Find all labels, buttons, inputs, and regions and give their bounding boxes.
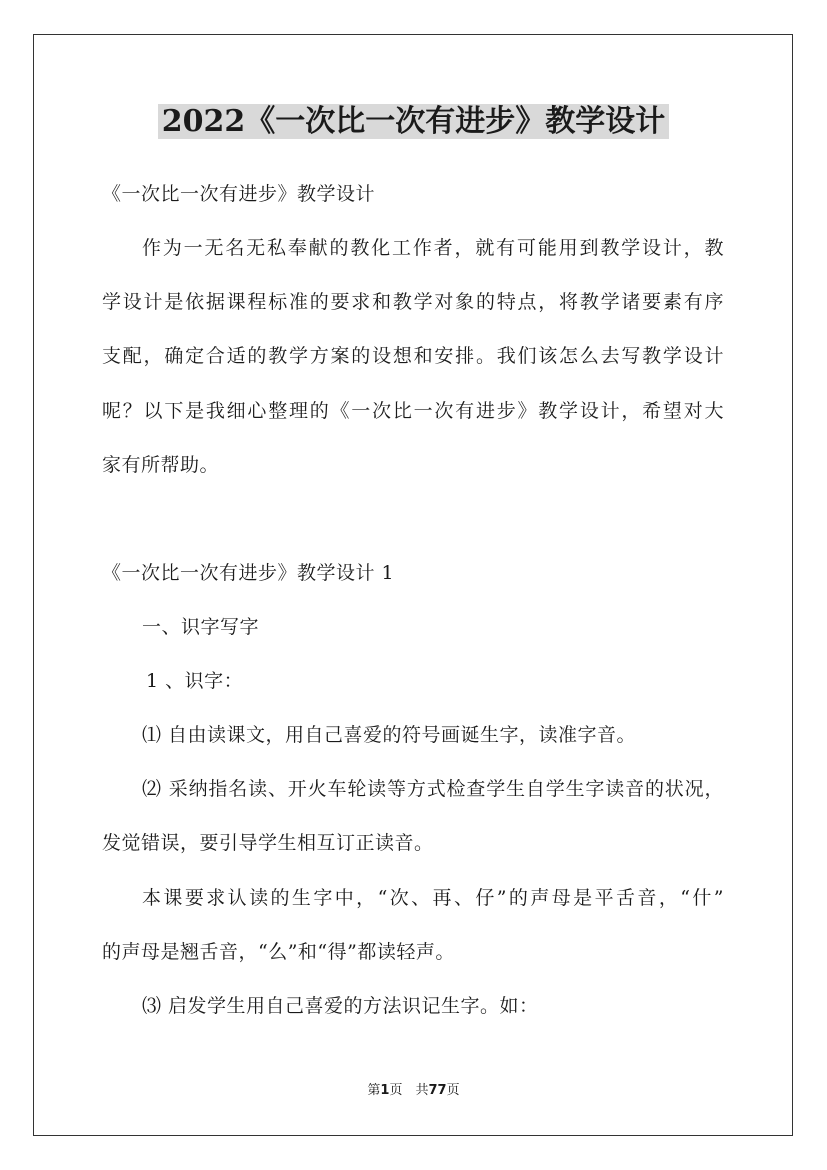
footer-mid: 页 共 [389, 1083, 429, 1098]
intro-line-5: 家有所帮助。 [102, 454, 220, 476]
intro-line-4: 呢？以下是我细心整理的《一次比一次有进步》教学设计，希望对大 [102, 400, 724, 422]
document-title: 2022《一次比一次有进步》教学设计 [0, 98, 827, 146]
section-heading: 《一次比一次有进步》教学设计 1 [102, 562, 395, 584]
intro-line-1: 作为一无名无私奉献的教化工作者，就有可能用到教学设计，教 [142, 237, 724, 259]
item1-heading: 1 、识字： [146, 670, 244, 692]
footer-page-total: 77 [428, 1083, 447, 1098]
step-1: ⑴ 自由读课文，用自己喜爱的符号画诞生字，读准字音。 [142, 724, 637, 746]
page-footer [0, 1082, 827, 1100]
document-subtitle: 《一次比一次有进步》教学设计 [102, 183, 376, 205]
note-line-1: 本课要求认读的生字中，“次、再、仔”的声母是平舌音，“什” [142, 887, 724, 909]
intro-line-3: 支配，确定合适的教学方案的设想和安排。我们该怎么去写教学设计 [102, 345, 724, 367]
footer-page-number: 1 [380, 1083, 390, 1098]
footer-prefix: 第 [367, 1083, 381, 1098]
intro-line-2: 学设计是依据课程标准的要求和教学对象的特点，将教学诸要素有序 [102, 291, 724, 313]
step-3: ⑶ 启发学生用自己喜爱的方法识记生字。如： [142, 995, 539, 1017]
note-line-2: 的声母是翘舌音，“么”和“得”都读轻声。 [102, 941, 455, 963]
step-2-line-1: ⑵ 采纳指名读、开火车轮读等方式检查学生自学生字读音的状况， [142, 778, 724, 800]
footer-suffix: 页 [446, 1083, 460, 1098]
step-2-line-2: 发觉错误，要引导学生相互订正读音。 [102, 832, 434, 854]
part1-heading: 一、识字写字 [142, 616, 260, 638]
